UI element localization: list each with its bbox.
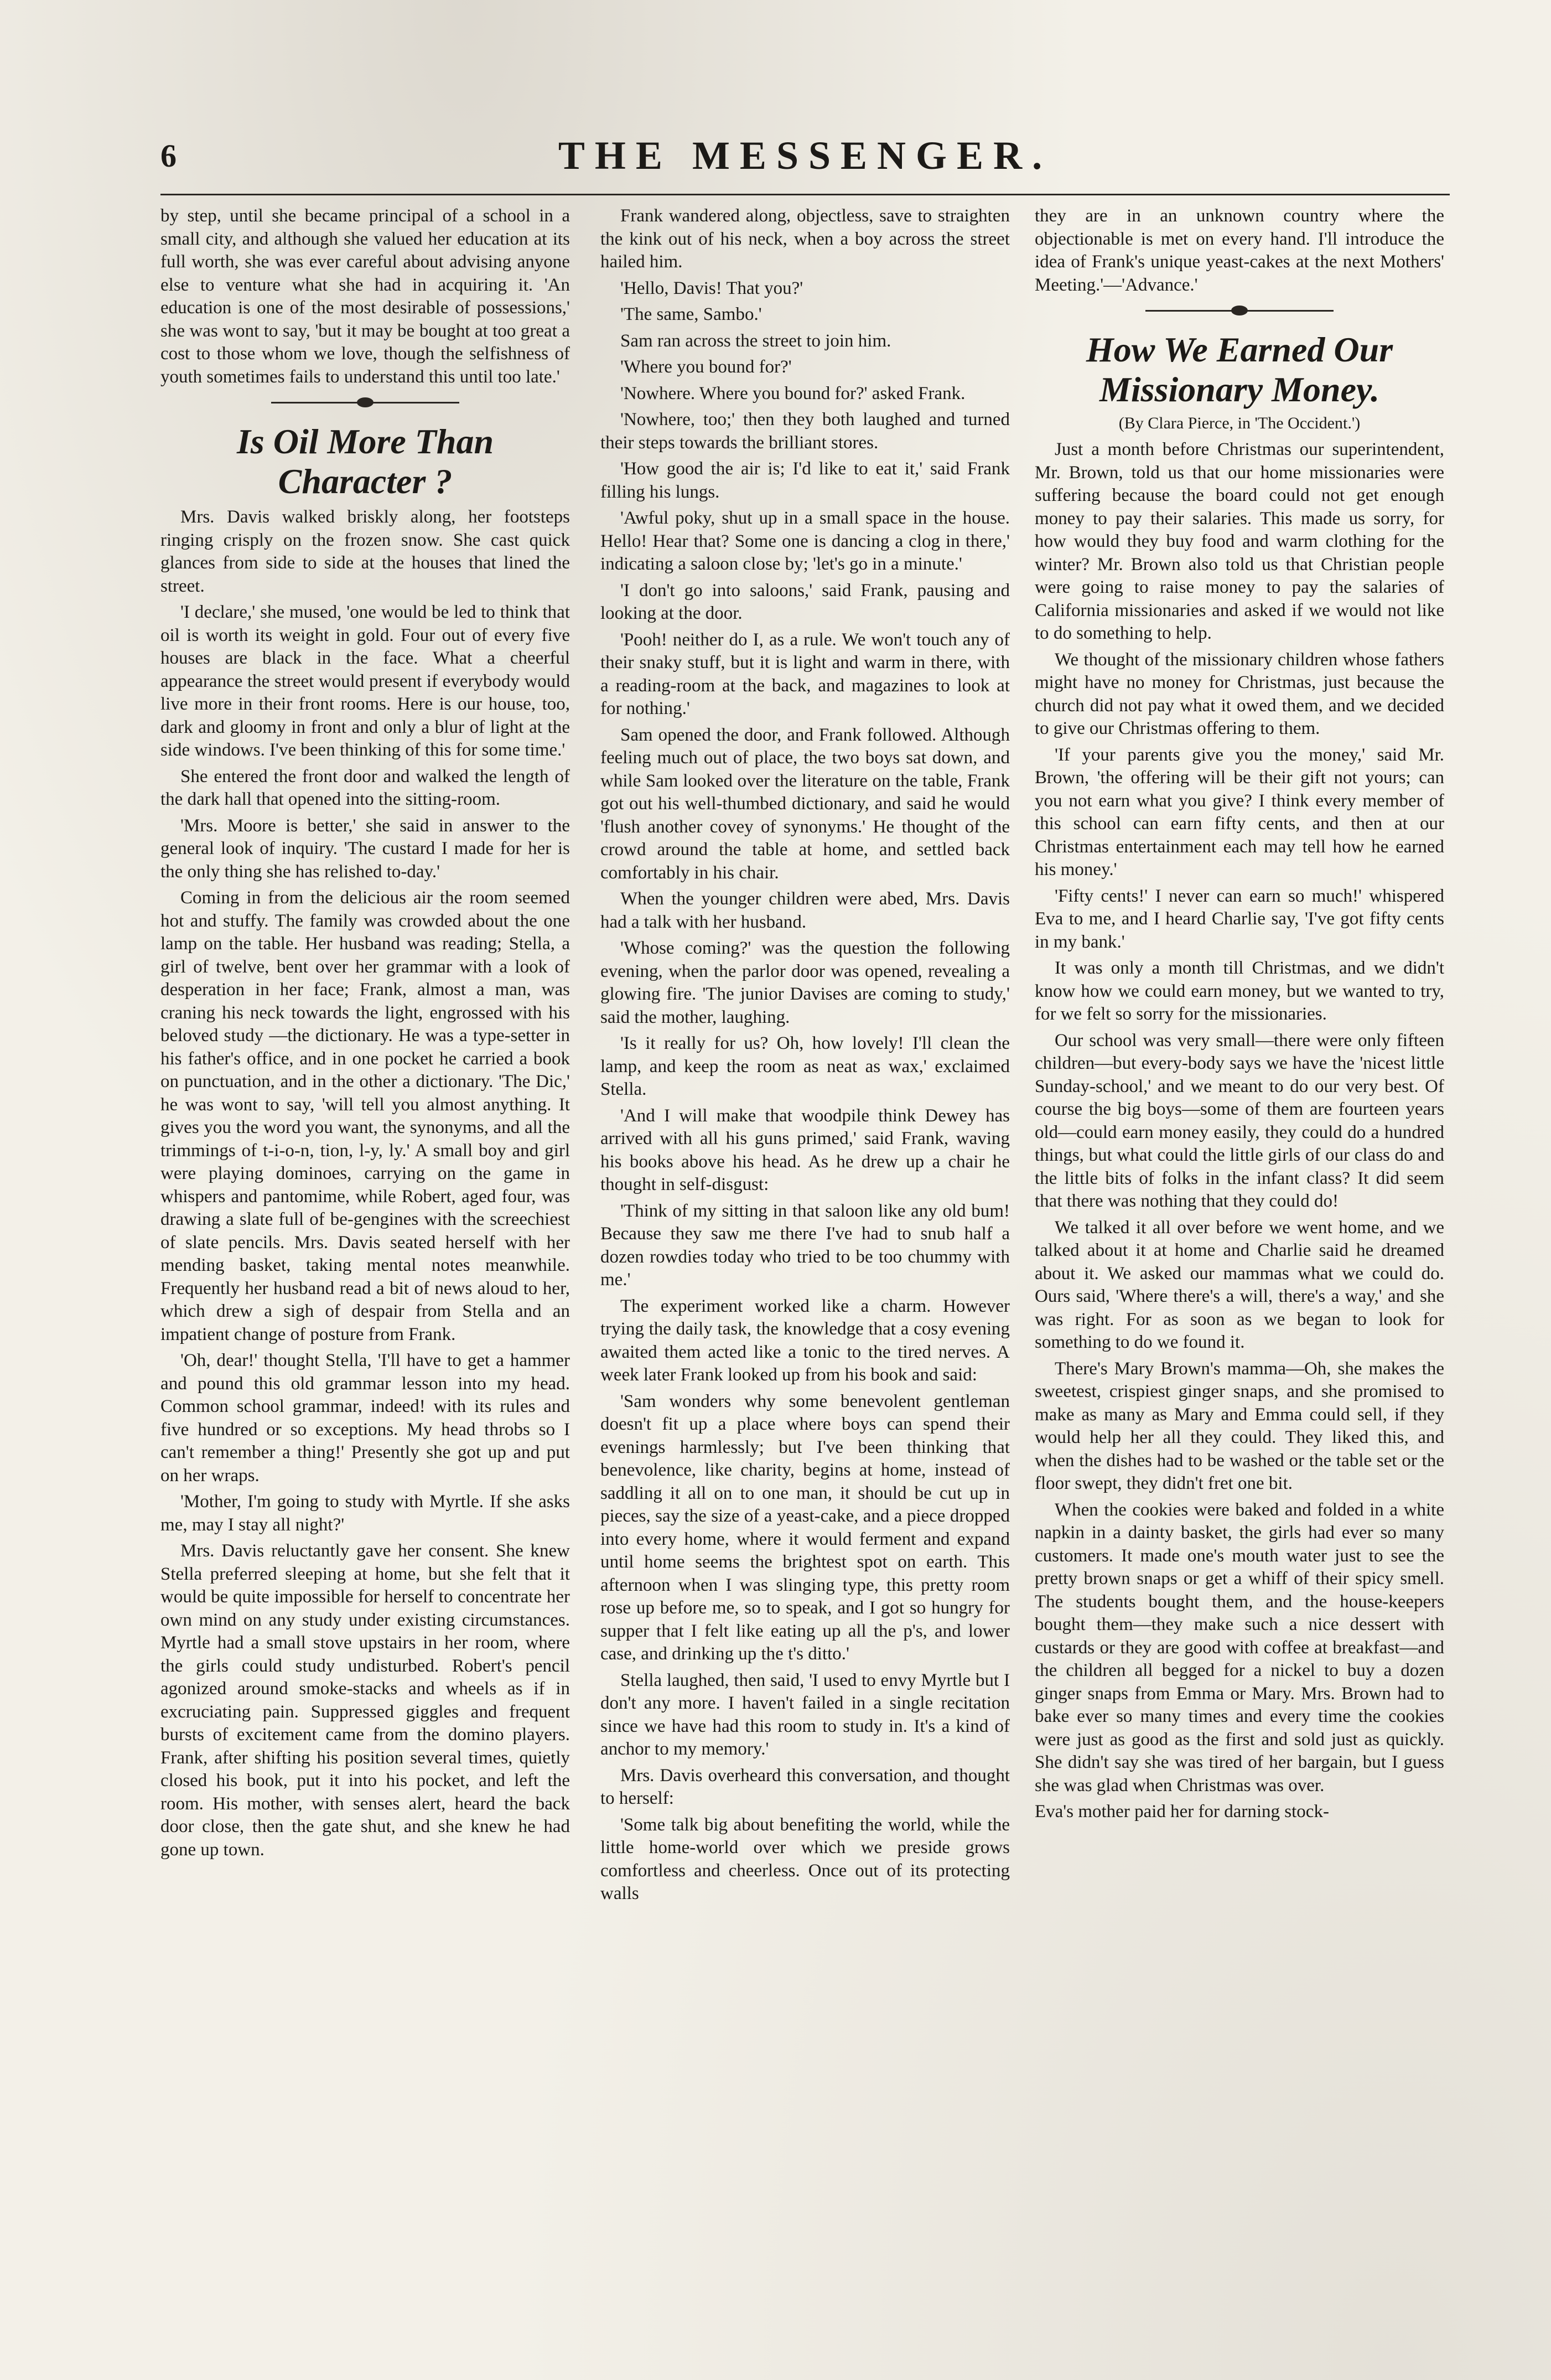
paragraph: It was only a month till Christmas, and we didn't know how we could earn money, but we wanted to try, for we felt so sorry for the missionaries.	[1035, 958, 1444, 1024]
paragraph: Coming in from the delicious air the room seemed hot and stuffy. The family was crowded about the one lamp on the table. Her husband was reading; Stella, a girl of twelve, bent over her grammar with a look of desperation in her face; Frank, almost a man, was craning his neck towards the light, engrossed with his beloved study —the dictionary. He was a type-setter in his father's office, and in one pocket he carried a book on punctuation, and in the other a dictionary. 'The Dic,' he was wont to say, 'will tell you almost anything. It gives you the word you want, the synonyms, and all the trimmings of t-i-o-n, tion, l-y, ly.' A small boy and girl were playing dominoes, carrying on the game in whispers and pantomime, while Robert, aged four, was drawing a slate full of be-gengines with the screechiest of slate pencils. Mrs. Davis seated herself with her mending basket, taking mental notes meanwhile. Frequently her husband read a bit of news aloud to her, which drew a sigh of despair from Stella and an impatient change of posture from Frank.	[160, 888, 570, 1344]
masthead	[160, 133, 1450, 199]
masthead-rule	[160, 194, 1450, 195]
paragraph: 'And I will make that woodpile think Dewey has arrived with all his guns primed,' said Frank, waving his books above his head. As he drew up a chair he thought in self-disgust:	[600, 1105, 1010, 1194]
paragraph: 'Awful poky, shut up in a small space in the house. Hello! Hear that? Some one is dancing a clog in there,' indicating a saloon close by; 'let's go in a minute.'	[600, 508, 1010, 574]
paragraph: 'Where you bound for?'	[620, 357, 792, 377]
paragraph: 'Pooh! neither do I, as a rule. We won't touch any of their snaky stuff, but it is light and warm in there, with a reading-room at the back, and magazines to look at for nothing.'	[600, 629, 1010, 718]
article-title: How We Earned Our Missionary Money.	[1086, 330, 1393, 409]
page-number: 6	[160, 138, 177, 174]
paragraph: Mrs. Davis reluctantly gave her consent. She knew Stella preferred sleeping at home, but she felt that it would be quite impossible for herself to concentrate her own mind on any study under existing circumstances. Myrtle had a small stove upstairs in her room, where the girls could study undisturbed. Robert's pencil agonized around smoke-stacks and wheels as if in excruciating pain. Suppressed giggles and frequent bursts of excitement came from the domino players. Frank, after shifting his position several times, quietly closed his book, put it into his pocket, and left the room. His mother, with senses alert, heard the back door close, then the gate shut, and she knew he had gone up town.	[160, 1541, 570, 1860]
paragraph: 'Hello, Davis! That you?'	[620, 278, 803, 298]
paragraph: 'Whose coming?' was the question the following evening, when the parlor door was opened, revealing a glowing fire. 'The junior Davises are coming to study,' said the mother, laughing.	[600, 938, 1010, 1027]
paragraph: Sam opened the door, and Frank followed. Although feeling much out of place, the two boys sat down, and while Sam looked over the literature on the table, Frank got out his well-thumbed dictionary, and said he would 'flush another covey of synonyms.' He thought of the crowd around the table at home, and settled back comfortably in his chair.	[600, 725, 1010, 883]
paragraph: When the younger children were abed, Mrs. Davis had a talk with her husband.	[600, 889, 1010, 932]
paragraph: they are in an unknown country where the objectionable is met on every hand. I'll introduce the idea of Frank's unique yeast-cakes at the next Mothers' Meeting.'—'Advance.'	[1035, 206, 1444, 295]
column-2	[600, 205, 1010, 2325]
paragraph: Our school was very small—there were only fifteen children—but every-body says we have the 'nicest little Sunday-school,' and we meant to do our very best. Of course the big boys—some of them are fourteen years old—could earn money easily, they could do a hundred things, but what could the little girls of our class do and the little bits of folks in the infant class? It did seem that there was nothing that they could do!	[1035, 1030, 1444, 1211]
paragraph: 'Is it really for us? Oh, how lovely! I'll clean the lamp, and keep the room as neat as wax,' exclaimed Stella.	[600, 1033, 1010, 1099]
paragraph: Eva's mother paid her for darning stock-	[1035, 1802, 1329, 1822]
paragraph: 'If your parents give you the money,' said Mr. Brown, 'the offering will be their gift not yours; can you not earn what you give? I think every member of this school can earn fifty cents, and then at our Christmas entertainment each may tell how he earned his money.'	[1035, 744, 1444, 879]
paragraph: Just a month before Christmas our superintendent, Mr. Brown, told us that our home missionaries were suffering because the board could not get enough money to pay their salaries. This made us sorry, for how would they buy food and warm clothing for the winter? Mr. Brown also told us that Christian people were going to raise money to pay the salaries of California missionaries and asked if we would not like to do something to help.	[1035, 439, 1444, 643]
paragraph: We talked it all over before we went home, and we talked about it at home and Charlie said he dreamed about it. We asked our mammas what we could do. Ours said, 'Where there's a will, there's a way,' and she was right. For as soon as we began to look for something to do we found it.	[1035, 1217, 1444, 1352]
paragraph: 'Some talk big about benefiting the world, while the little home-world over which we preside grows comfortless and cheerless. Once out of its protecting walls	[600, 1814, 1010, 1903]
paragraph: Sam ran across the street to join him.	[620, 330, 891, 351]
section-divider	[160, 394, 570, 411]
paragraph: 'Sam wonders why some benevolent gentleman doesn't fit up a place where boys can spend their evenings harmlessly; but I've been thinking that benevolence, like charity, begins at home, instead of saddling it all on to one man, it should be cut up in pieces, say the size of a yeast-cake, and a piece dropped into every home, where it would ferment and expand until home seems the brightest spot on earth. This afternoon when I was slinging type, this pretty room rose up before me, so to speak, and I got so hungry for supper that I felt like eating up all the p's, and lower case, and drinking up the t's ditto.'	[600, 1391, 1010, 1664]
paragraph: 'Nowhere. Where you bound for?' asked Frank.	[620, 383, 966, 403]
paragraph: When the cookies were baked and folded in a white napkin in a dainty basket, the girls had ever so many customers. It made one's mouth water just to see the pretty brown snaps or get a whiff of their spicy smell. The students bought them, and the house-keepers bought them—they make such a nice dessert with custards or they are good with coffee at breakfast—and the children all begged for a nickel to buy a dozen ginger snaps from Emma or Mary. Mrs. Brown had to bake ever so many times and every time the cookies were just as good as the first and sold just as quickly. She didn't say she was tired of her bargain, but I guess she was glad when Christmas was over.	[1035, 1499, 1444, 1796]
section-divider	[1035, 302, 1444, 319]
paragraph: She entered the front door and walked the length of the dark hall that opened into the sitting-room.	[160, 766, 570, 809]
paragraph: 'Nowhere, too;' then they both laughed and turned their steps towards the brilliant stores.	[600, 410, 1010, 453]
paragraph: 'The same, Sambo.'	[620, 304, 762, 324]
paragraph: 'Mother, I'm going to study with Myrtle. If she asks me, may I stay all night?'	[160, 1492, 570, 1535]
paragraph: by step, until she became principal of a school in a small city, and although she valued her education at its full worth, she was ever careful about advising anyone else to venture what she had in acquiring it. 'An education is one of the most desirable of possessions,' she was wont to say, 'but it may be bought at too great a cost to those whom we love, though the selfishness of youth sometimes fails to understand this until too late.'	[160, 206, 570, 387]
paragraph: 'I declare,' she mused, 'one would be led to think that oil is worth its weight in gold. Four out of every five houses are black in the face. What a cheerful appearance the street would present if everybody would live more in their front rooms. Here is our house, too, dark and gloomy in front and only a blur of light at the side windows. I've been thinking of this for some time.'	[160, 602, 570, 760]
column-1	[160, 205, 570, 2325]
paragraph: 'I don't go into saloons,' said Frank, pausing and looking at the door.	[600, 580, 1010, 623]
paragraph: We thought of the missionary children whose fathers might have no money for Christmas, just because the church did not pay what it owed them, and we decided to give our Christmas offering to them.	[1035, 649, 1444, 738]
paragraph: 'Fifty cents!' I never can earn so much!' whispered Eva to me, and I heard Charlie say, 'I've got fifty cents in my bank.'	[1035, 886, 1444, 952]
paragraph: There's Mary Brown's mamma—Oh, she makes the sweetest, crispiest ginger snaps, and she promised to make as many as Mary and Emma could sell, if they would help her all they could. They liked this, and when the dishes had to be washed or the table set or the floor swept, they didn't fret one bit.	[1035, 1358, 1444, 1493]
paragraph: Mrs. Davis overheard this conversation, and thought to herself:	[600, 1765, 1010, 1808]
column-3	[1035, 205, 1444, 2325]
paragraph: 'Oh, dear!' thought Stella, 'I'll have to get a hammer and pound this old grammar lesson into my head. Common school grammar, indeed! with its rules and five hundred or so exceptions. My head throbs so I can't remember a thing!' Presently she got up and put on her wraps.	[160, 1351, 570, 1486]
paragraph: The experiment worked like a charm. However trying the daily task, the knowledge that a cosy evening awaited them acted like a tonic to the tired nerves. A week later Frank looked up from his book and said:	[600, 1296, 1010, 1385]
paragraph: 'Mrs. Moore is better,' she said in answer to the general look of inquiry. 'The custard I made for her is the only thing she has relished to-day.'	[160, 815, 570, 882]
journal-title: THE MESSENGER.	[558, 133, 1052, 178]
paragraph: 'Think of my sitting in that saloon like any old bum! Because they saw me there I've had to snub half a dozen rowdies today who tried to be too chummy with me.'	[600, 1201, 1010, 1290]
paragraph: 'How good the air is; I'd like to eat it,' said Frank filling his lungs.	[600, 459, 1010, 502]
paragraph: Mrs. Davis walked briskly along, her footsteps ringing crisply on the frozen snow. She cast quick glances from side to side at the houses that lined the street.	[160, 507, 570, 596]
paragraph: Stella laughed, then said, 'I used to envy Myrtle but I don't any more. I haven't failed in a single recitation since we have had this room to study in. It's a kind of anchor to my memory.'	[600, 1670, 1010, 1759]
byline: (By Clara Pierce, in 'The Occident.')	[1118, 414, 1361, 432]
article-title: Is Oil More Than Character ?	[236, 422, 494, 501]
paragraph: Frank wandered along, objectless, save to straighten the kink out of his neck, when a boy across the street hailed him.	[600, 206, 1010, 272]
